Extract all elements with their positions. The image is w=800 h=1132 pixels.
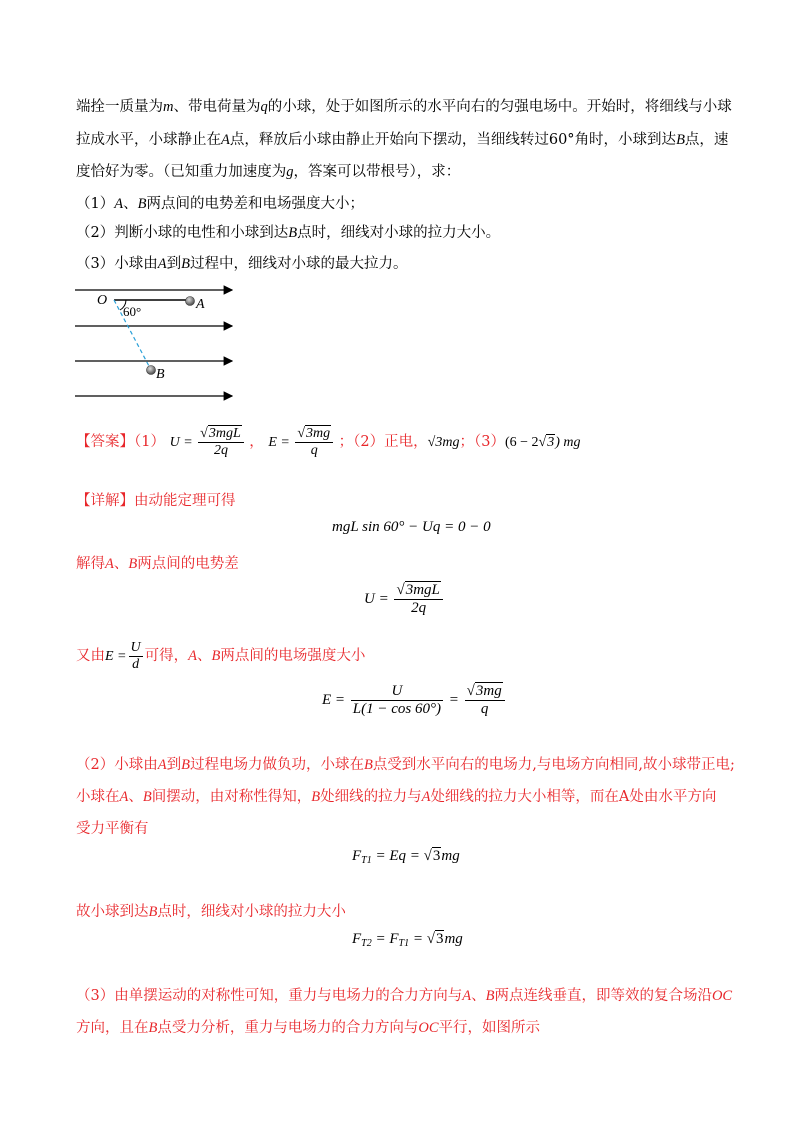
detail-part3-line2	[76, 1018, 540, 1038]
var-OC: OC	[711, 988, 733, 1004]
fraction: $\frac{√3mg}{q}$	[465, 683, 505, 718]
var-B: B	[485, 988, 495, 1004]
text: 小球在	[76, 789, 120, 805]
var-B: B	[148, 904, 158, 920]
text: 点，速	[684, 132, 729, 148]
label-B: B	[156, 367, 165, 382]
fraction	[129, 640, 143, 673]
text: 两点间的电场强度大小	[220, 648, 366, 664]
detail-part2-line1	[76, 755, 735, 775]
text: 点时，细线对小球的拉力大小。	[297, 225, 501, 241]
angle: 60°	[548, 132, 575, 148]
math-E-def	[105, 640, 145, 673]
var-B: B	[181, 757, 190, 773]
text: 又由	[76, 648, 105, 664]
math: 3mg	[306, 426, 331, 442]
var-A: A	[221, 132, 230, 148]
math: d	[132, 657, 140, 673]
text: 两点间的电势差	[137, 556, 239, 572]
math: = Eq =	[371, 848, 424, 864]
var-B: B	[211, 648, 221, 664]
math: F	[352, 848, 362, 864]
text: 到	[166, 757, 182, 773]
math: =	[448, 691, 459, 708]
label-angle: 60°	[123, 304, 142, 319]
var-A: A	[157, 256, 167, 272]
text: 、	[196, 648, 212, 664]
detail-intro	[76, 491, 236, 511]
detail-part3-line1	[76, 986, 732, 1006]
problem-line-2	[76, 130, 728, 150]
text: ，答案可以带根号），求：	[293, 164, 461, 180]
var-A: A	[462, 988, 472, 1004]
equation-U	[364, 582, 445, 617]
math: = F	[371, 931, 399, 947]
text: 点时，细线对小球的拉力大小	[157, 904, 346, 920]
question-1	[76, 194, 364, 214]
text: 点，释放后小球由静止开始向下摆动，当细线转过	[229, 132, 549, 148]
math: 3mgL	[405, 582, 440, 598]
var-B: B	[142, 789, 152, 805]
ball-B	[147, 366, 156, 375]
var-B: B	[288, 225, 298, 241]
math: 3	[547, 435, 555, 450]
math: 2q	[411, 600, 427, 616]
math: U	[130, 640, 141, 656]
text: 点受到水平向右的电场力,与电场方向相同,故小球带正电;	[372, 757, 735, 773]
math: 3mg	[435, 435, 460, 450]
equation-FT1: $F_{T1} = Eq = √3mg$	[352, 848, 460, 866]
text: （3）由单摆运动的对称性可知，重力与电场力的合力方向与	[76, 988, 463, 1004]
pendulum-figure	[70, 282, 240, 402]
answer-mg: √3mg	[427, 435, 460, 450]
math: 3mgL	[208, 426, 241, 442]
math: F	[352, 931, 362, 947]
math: 3	[435, 931, 444, 947]
var-OC: OC	[418, 1020, 439, 1036]
answer-line	[76, 425, 580, 460]
text: 的小球，处于如图所示的水平向右的匀强电场中。开始时，将细线与小球	[267, 99, 732, 115]
detail-step-1	[76, 554, 239, 574]
var-B: B	[148, 1020, 158, 1036]
var-B: B	[137, 196, 147, 212]
var-A: A	[188, 648, 197, 664]
text: 、	[471, 988, 486, 1004]
equation-E	[322, 683, 507, 718]
answer-tag: 【答案】	[76, 434, 134, 450]
text: 拉成水平，小球静止在	[76, 132, 221, 148]
math: U =	[364, 590, 389, 607]
question-2	[76, 223, 500, 243]
text: 间摆动，由对称性得知，	[151, 789, 312, 805]
text: 处细线的拉力与	[320, 789, 422, 805]
text: 故小球到达	[76, 904, 149, 920]
text: （2）判断小球的电性和小球到达	[76, 225, 289, 241]
math: E =	[322, 691, 346, 708]
text: 方向，且在	[76, 1020, 149, 1036]
detail-part2-line2	[76, 787, 716, 807]
var-A: A	[114, 196, 124, 212]
text: 过程电场力做负功，小球在	[189, 757, 364, 773]
var-q: q	[260, 99, 268, 115]
text: ；（3）	[459, 434, 505, 450]
math: q	[310, 443, 318, 459]
detail-tag: 【详解】	[76, 493, 134, 509]
text: 受力平衡有	[76, 821, 149, 837]
math: E =	[268, 435, 290, 450]
text: （3）小球由	[76, 256, 158, 272]
var-A: A	[421, 789, 431, 805]
var-B: B	[363, 757, 373, 773]
math: 3	[432, 848, 441, 864]
text: 端拴一质量为	[76, 99, 163, 115]
var-A: A	[119, 789, 129, 805]
text: 可得，	[144, 648, 189, 664]
answer-U	[169, 426, 250, 459]
math: U	[351, 683, 443, 701]
label-A: A	[196, 297, 205, 312]
math: mg	[441, 848, 460, 864]
fraction: $\frac{\text{√3mgL}}{2q}$	[198, 426, 244, 459]
math: 2q	[213, 443, 228, 459]
text: 两点间的电势差和电场强度大小；	[146, 196, 364, 212]
text: （2）小球由	[76, 757, 158, 773]
label-O: O	[97, 293, 108, 308]
equation-FT2: $F_{T2} = F_{T1} = √3mg$	[352, 931, 463, 949]
text: （1）	[76, 196, 115, 212]
var-g: g	[286, 164, 294, 180]
fraction	[351, 683, 443, 718]
text: 到	[166, 256, 182, 272]
math: 3mg	[475, 683, 502, 699]
fraction: $\frac{√3mg}{q}$	[295, 426, 333, 459]
math: q	[480, 701, 489, 717]
text: 、	[128, 789, 143, 805]
text: 、	[113, 556, 129, 572]
text: 、	[123, 196, 138, 212]
math: T1	[398, 938, 410, 949]
math: mg	[444, 931, 463, 947]
text: 、带电荷量为	[173, 99, 261, 115]
detail-step-2	[76, 638, 365, 675]
math: =	[409, 931, 427, 947]
question-3	[76, 254, 407, 274]
math: (6 − 2	[504, 435, 539, 450]
math: E =	[105, 649, 127, 664]
problem-line-1	[76, 97, 732, 117]
text: 平行，如图所示	[438, 1020, 541, 1036]
equation-energy: mgL sin 60° − Uq = 0 − 0	[332, 519, 491, 535]
var-A: A	[157, 757, 167, 773]
text: ；（2）正电，	[338, 434, 428, 450]
var-B: B	[676, 132, 685, 148]
text: 解得	[76, 556, 105, 572]
text: 点受力分析，重力与电场力的合力方向与	[157, 1020, 419, 1036]
text: 处细线的拉力大小相等，而在A处由水平方向	[430, 789, 717, 805]
ball-A	[186, 297, 195, 306]
text: 角时，小球到达	[574, 132, 677, 148]
text: 两点连线垂直，即等效的复合场沿	[494, 988, 712, 1004]
math: T2	[361, 938, 372, 949]
answer-3: (6 − 2√3) mg	[504, 435, 581, 450]
var-B: B	[128, 556, 138, 572]
math: T1	[361, 855, 372, 866]
detail-part2-line3	[76, 819, 149, 839]
text: ，	[249, 434, 264, 450]
fraction: $\frac{\text{√3mgL}}{2q}$	[394, 582, 442, 617]
var-B: B	[181, 256, 190, 272]
text: （1）	[134, 434, 165, 450]
text: 过程中，细线对小球的最大拉力。	[189, 256, 408, 272]
var-B: B	[311, 789, 321, 805]
detail-step-4	[76, 902, 346, 922]
var-A: A	[105, 556, 114, 572]
math: ) mg	[555, 435, 581, 450]
text: 由动能定理可得	[134, 493, 236, 509]
problem-line-3	[76, 162, 460, 182]
math: U =	[169, 435, 193, 450]
answer-E	[268, 426, 338, 459]
text: 度恰好为零。（已知重力加速度为	[76, 164, 287, 180]
math: L(1 − cos 60°)	[352, 701, 441, 717]
var-m: m	[163, 99, 174, 115]
